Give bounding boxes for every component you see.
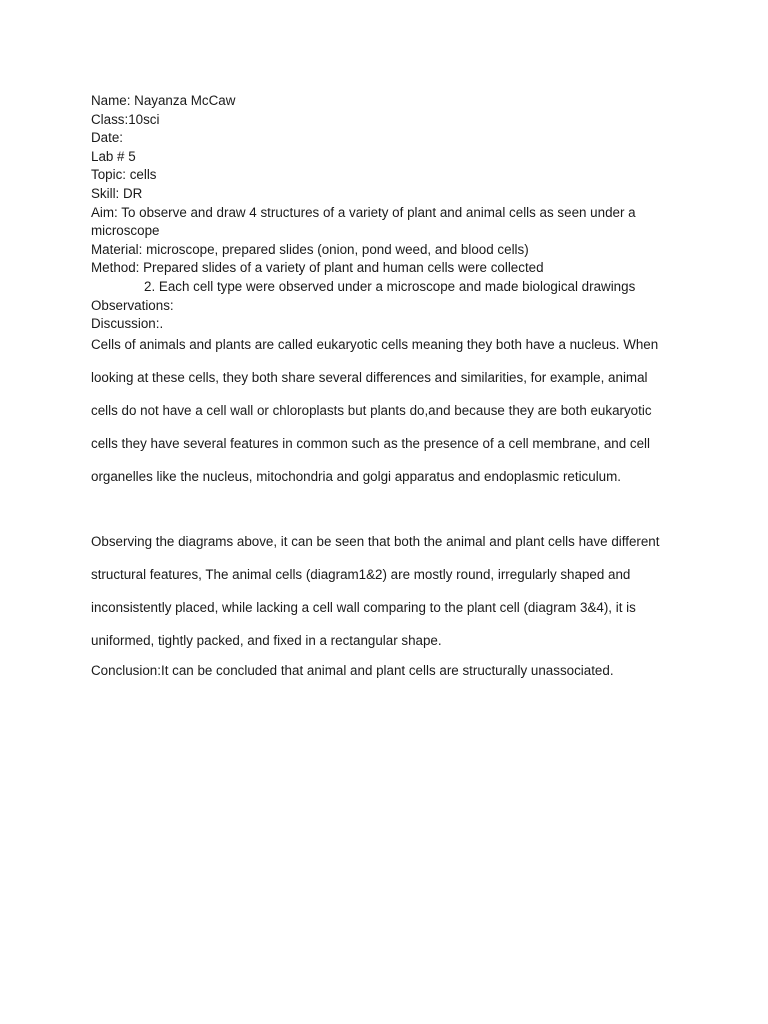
discussion-paragraph-2 [91,533,691,665]
observations-heading: Observations: [91,297,174,313]
discussion-heading: Discussion:. [91,316,164,332]
paragraph-line: cells they have several features in common such as the presence of a cell membrane, and cell [91,436,650,451]
student-name: Name: Nayanza McCaw [91,93,236,108]
aim-line-2: microscope [91,223,160,239]
class-line: Class:10sci [91,111,160,127]
lab-header [91,92,691,334]
skill-line: Skill: DR [91,185,143,201]
material-line: Material: microscope, prepared slides (onion, pond weed, and blood cells) [91,241,529,257]
topic-line: Topic: cells [91,167,157,183]
aim-line-1: Aim: To observe and draw 4 structures of a variety of plant and animal cells as seen under a [91,204,636,220]
paragraph-line: organelles like the nucleus, mitochondria and golgi apparatus and endoplasmic reticulum. [91,469,621,484]
paragraph-line: looking at these cells, they both share several differences and similarities, for example, animal [91,370,648,385]
paragraph-line: Observing the diagrams above, it can be seen that both the animal and plant cells have different [91,534,660,549]
paragraph-line: structural features, The animal cells (diagram1&2) are mostly round, irregularly shaped and [91,567,631,582]
method-line-2: 2. Each cell type were observed under a microscope and made biological drawings [144,278,636,294]
paragraph-line: uniformed, tightly packed, and fixed in a rectangular shape. [91,633,442,648]
method-line-1: Method: Prepared slides of a variety of plant and human cells were collected [91,260,544,276]
lab-number: Lab # 5 [91,148,136,164]
paragraph-line: Cells of animals and plants are called eukaryotic cells meaning they both have a nucleus. When [91,337,659,352]
date-line: Date: [91,130,124,146]
paragraph-line: cells do not have a cell wall or chloroplasts but plants do,and because they are both eukaryotic [91,403,652,418]
paragraph-line: inconsistently placed, while lacking a cell wall comparing to the plant cell (diagram 3&4), it is [91,600,636,615]
discussion-paragraph-1 [91,336,691,501]
conclusion-text: Conclusion:It can be concluded that animal and plant cells are structurally unassociated. [91,663,614,678]
